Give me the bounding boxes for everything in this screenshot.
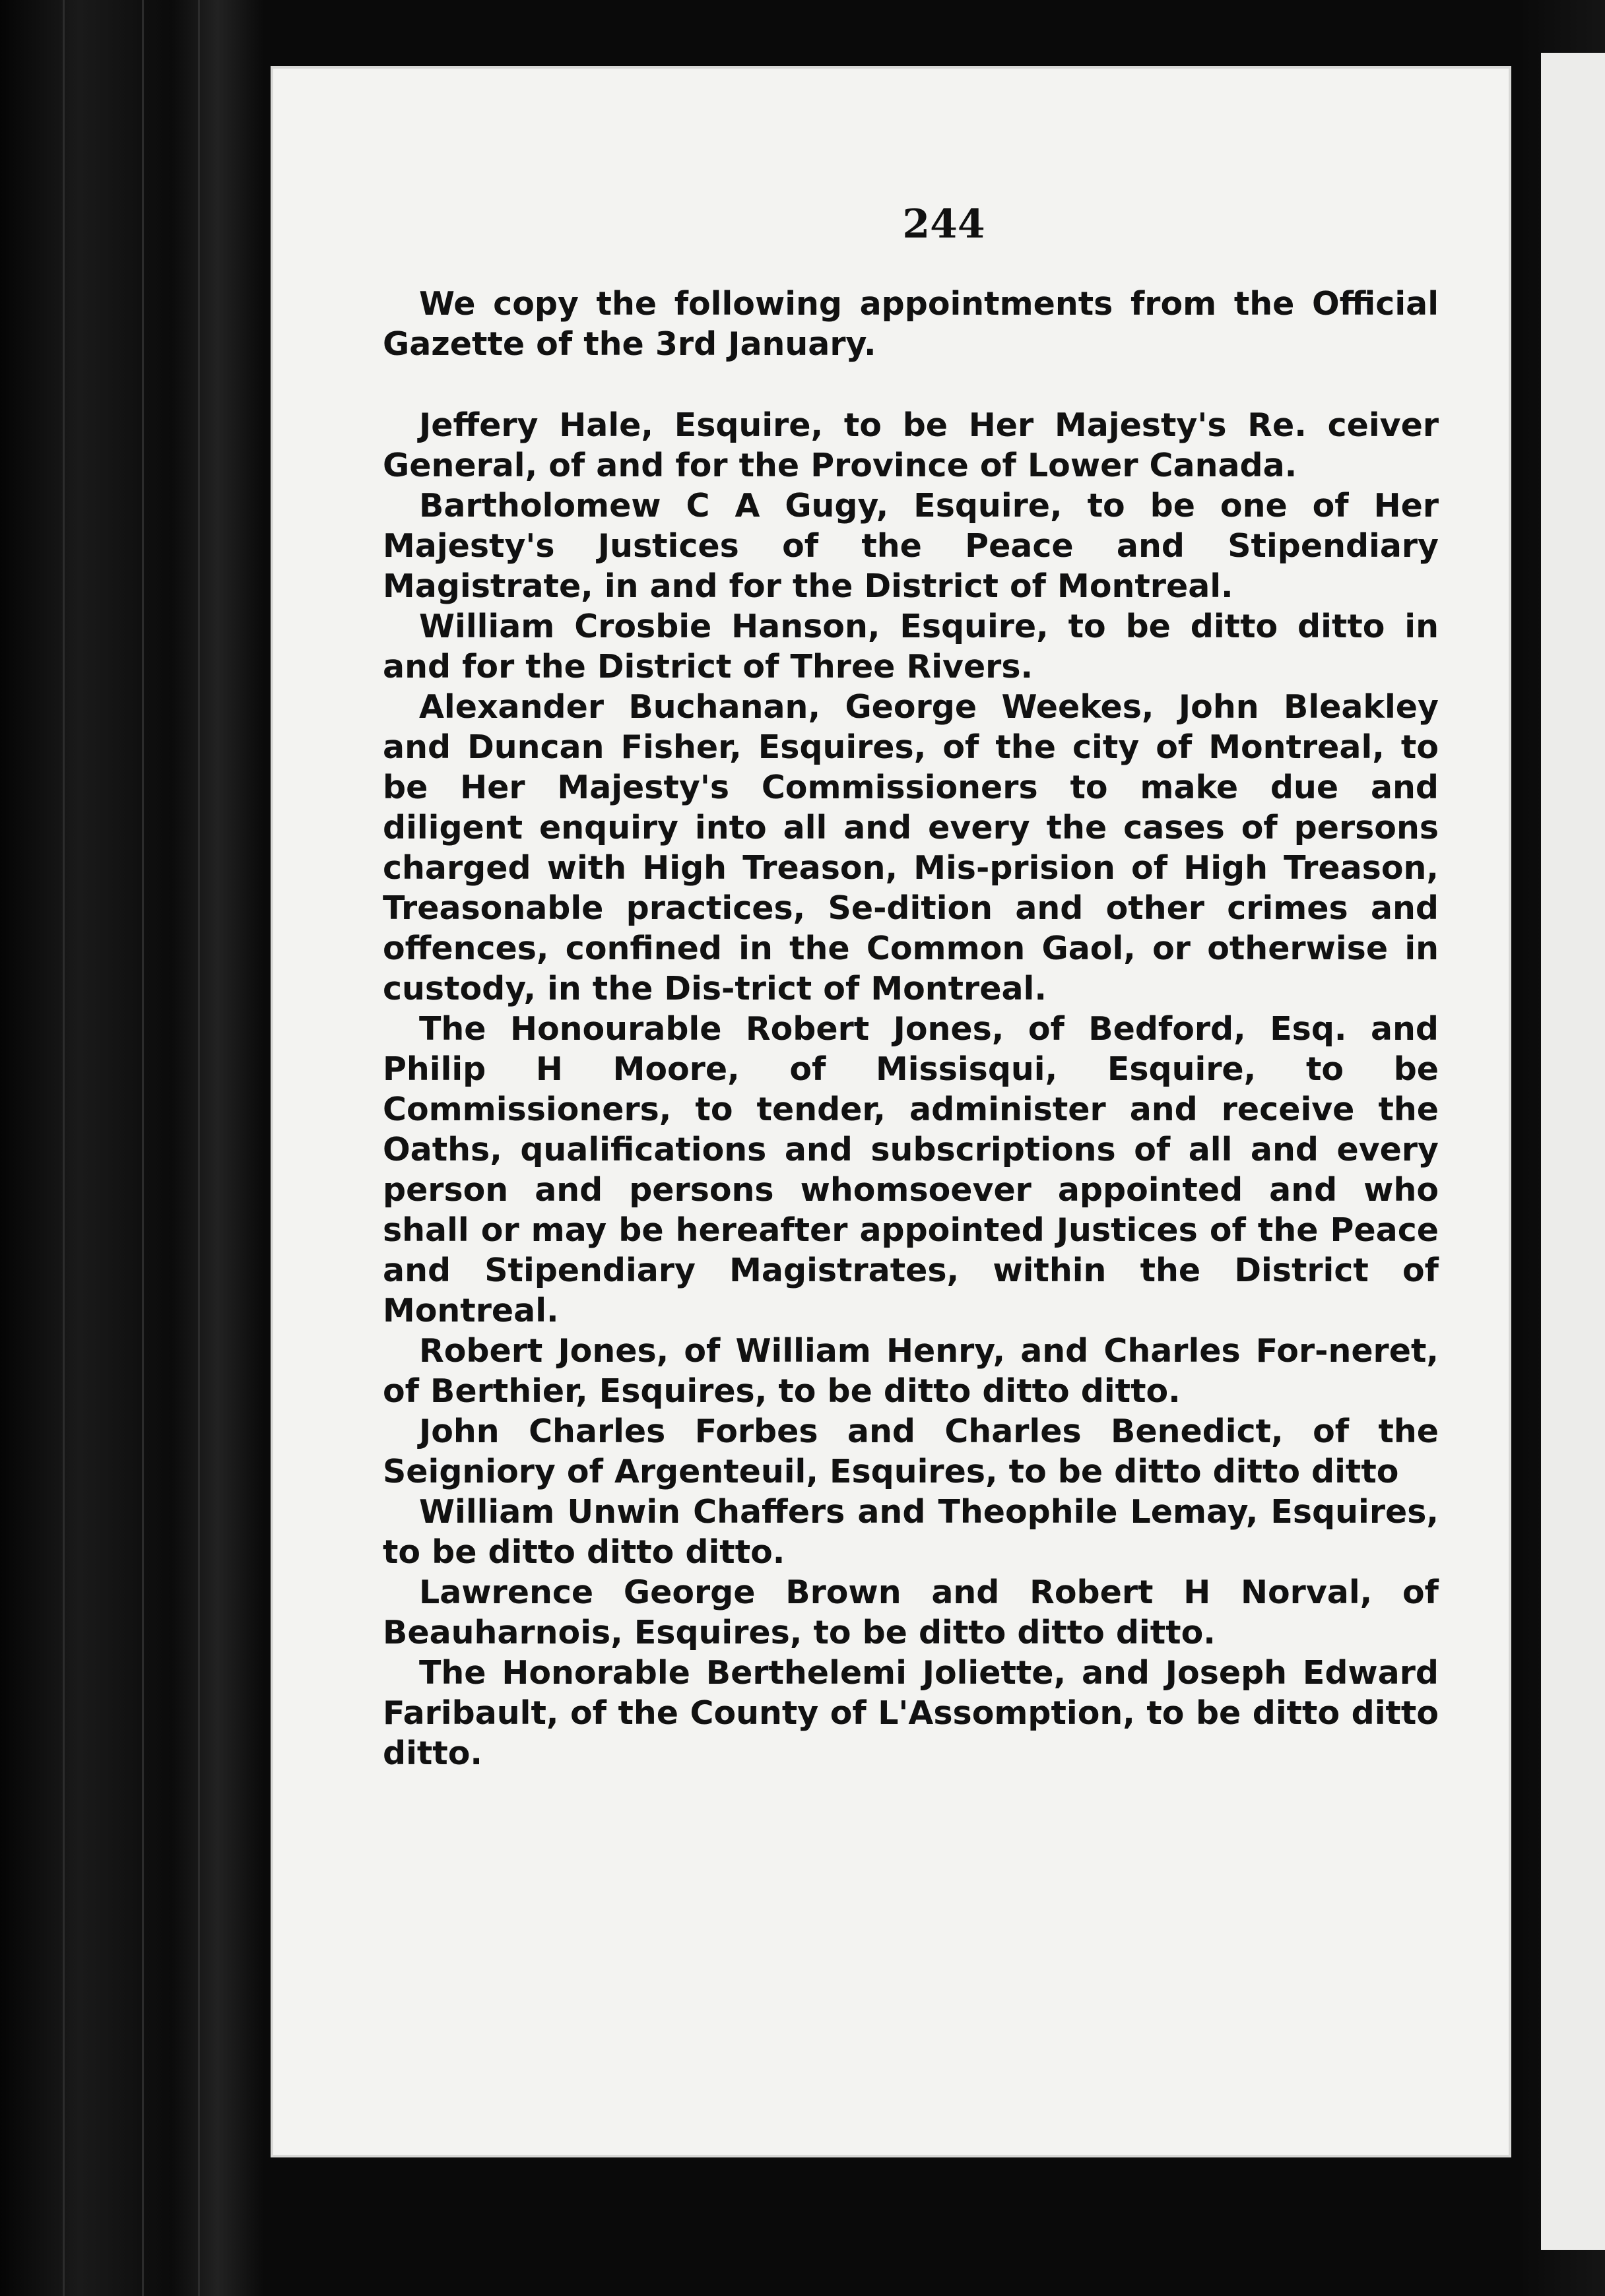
spine-line <box>198 0 200 2296</box>
intro-paragraph: We copy the following appointments from the Official Gazette of the 3rd January. <box>383 285 1439 363</box>
appointment-paragraph: William Unwin Chaffers and Theophile Lemay, Esquires, to be ditto ditto ditto. <box>383 1493 1439 1571</box>
page-text <box>383 284 1439 1773</box>
appointment-paragraph: Lawrence George Brown and Robert H Norval, of Beauharnois, Esquires, to be ditto ditto ditto. <box>383 1574 1439 1651</box>
book-page <box>271 66 1511 2157</box>
adjacent-page-edge <box>1541 53 1605 2250</box>
appointment-paragraph: John Charles Forbes and Charles Benedict, of the Seigniory of Argenteuil, Esquires, to be ditto ditto ditto <box>383 1413 1439 1490</box>
appointment-paragraph: The Honourable Robert Jones, of Bedford, Esq. and Philip H Moore, of Missisqui, Esquire, to be Commissioners, to tender, administer and receive the Oaths, qualifications and subscriptions of all and every person and persons whomsoever appointed and who shall or may be hereafter appointed Justices of the Peace and Stipendiary Magistrates, within the District of Montreal. <box>383 1010 1439 1329</box>
appointment-paragraph: The Honorable Berthelemi Joliette, and Joseph Edward Faribault, of the County of L'Assomption, to be ditto ditto ditto. <box>383 1654 1439 1772</box>
spine-line <box>63 0 65 2296</box>
appointment-paragraph: Jeffery Hale, Esquire, to be Her Majesty's Re. ceiver General, of and for the Province of Lower Canada. <box>383 406 1439 484</box>
appointment-paragraph: William Crosbie Hanson, Esquire, to be ditto ditto in and for the District of Three Rivers. <box>383 608 1439 686</box>
appointment-paragraph: Robert Jones, of William Henry, and Charles For-neret, of Berthier, Esquires, to be ditto ditto ditto. <box>383 1332 1439 1410</box>
appointment-paragraph: Bartholomew C A Gugy, Esquire, to be one of Her Majesty's Justices of the Peace and Stipendiary Magistrate, in and for the District of Montreal. <box>383 487 1439 605</box>
spine-line <box>142 0 144 2296</box>
page-number: 244 <box>902 201 985 247</box>
appointment-paragraph: Alexander Buchanan, George Weekes, John Bleakley and Duncan Fisher, Esquires, of the city of Montreal, to be Her Majesty's Commissioners to make due and diligent enquiry into all and every the cases of persons charged with High Treason, Mis-prision of High Treason, Treasonable practices, Se-dition and other crimes and offences, confined in the Common Gaol, or otherwise in custody, in the Dis-trict of Montreal. <box>383 688 1439 1007</box>
